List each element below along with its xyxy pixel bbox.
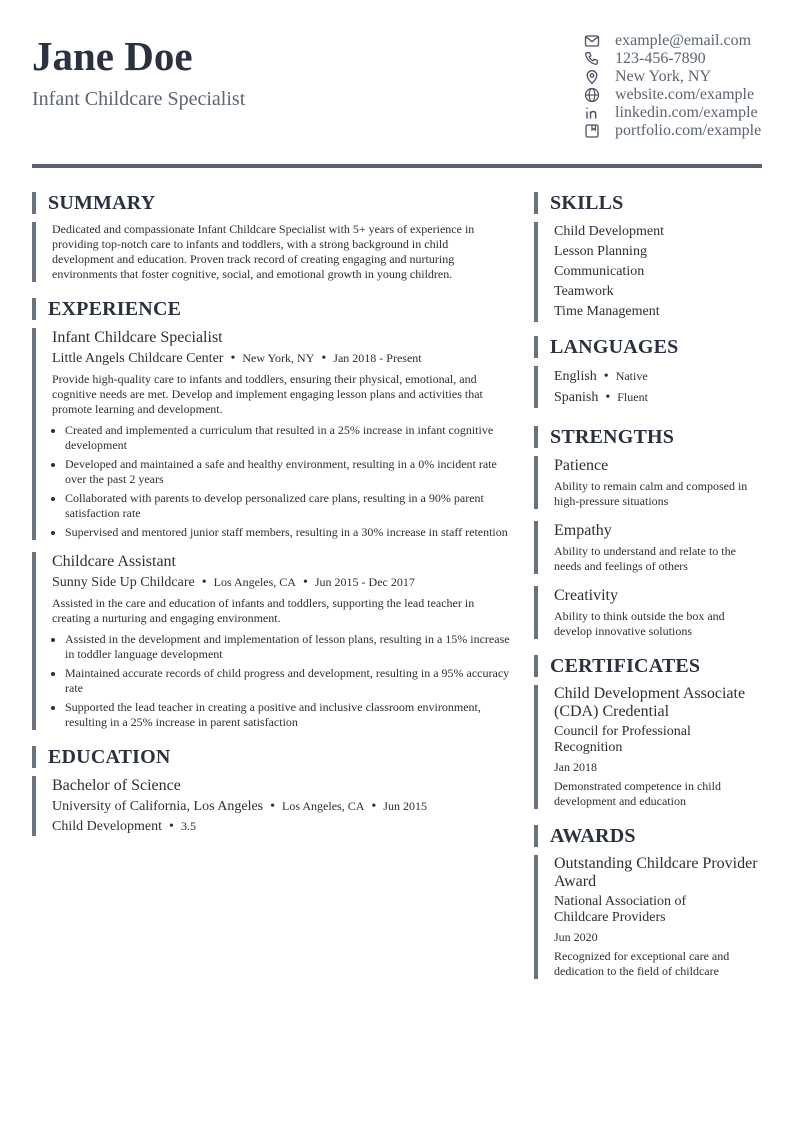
strength-item-creativity [534, 586, 762, 639]
phone-icon [584, 51, 600, 67]
mail-icon [584, 33, 600, 49]
summary-text: Dedicated and compassionate Infant Childcare Specialist with 5+ years of experience in providing top-notch care to infants and toddlers, with a strong background in child development and education. Proven track record of creating engaging and nurturing environments that foster cognitive, social, and emotional growth in young children. [52, 222, 475, 281]
summary-section [32, 222, 512, 282]
list-item: • Collaborated with parents to develop personalized care plans, resulting in a 90% parent satisfaction rate [65, 491, 512, 521]
certificates-heading: CERTIFICATES [534, 655, 762, 677]
education-location: Los Angeles, CA [282, 799, 365, 813]
contact-website-text: website.com/example [615, 86, 755, 103]
strength-desc: Ability to think outside the box and develop innovative solutions [554, 609, 725, 638]
contact-website[interactable] [584, 86, 762, 104]
education-heading: EDUCATION [32, 746, 512, 768]
languages-section [534, 366, 762, 408]
certificate-title: Child Development Associate (CDA) Credential [554, 685, 746, 720]
strength-name: Patience [554, 457, 609, 474]
job-bullets [52, 423, 512, 540]
strength-desc: Ability to remain calm and composed in high-pressure situations [554, 479, 748, 508]
contact-list [584, 32, 762, 140]
job-company: Little Angels Childcare Center [52, 351, 224, 366]
candidate-title: Infant Childcare Specialist [32, 88, 246, 110]
skill-item: Lesson Planning [554, 244, 647, 259]
languages-heading: LANGUAGES [534, 336, 762, 358]
language-item: English • Native [554, 369, 648, 384]
strength-item-empathy [534, 521, 762, 574]
job-dates: Jan 2018 - Present [333, 351, 422, 365]
education-meta: University of California, Los Angeles • Los Angeles, CA • Jun 2015 [52, 799, 427, 814]
contact-phone-text: 123-456-7890 [615, 50, 706, 67]
education-section [32, 776, 512, 836]
awards-heading: AWARDS [534, 825, 762, 847]
location-icon [584, 69, 600, 85]
language-item: Spanish • Fluent [554, 390, 648, 405]
globe-icon [584, 87, 600, 103]
job-bullets [52, 632, 512, 730]
education-gpa: 3.5 [180, 819, 196, 833]
job-location: Los Angeles, CA [213, 575, 296, 589]
job-title: Infant Childcare Specialist [52, 329, 223, 346]
skills-section [534, 222, 762, 322]
list-item: • Maintained accurate records of child progress and development, resulting in a 95% accuracy rate [65, 666, 512, 696]
certificate-desc: Demonstrated competence in child development and education [554, 779, 721, 808]
contact-location [584, 68, 762, 86]
language-name: English [554, 369, 597, 384]
language-name: Spanish [554, 390, 599, 405]
education-field: Child Development [52, 819, 163, 834]
education-field-row: Child Development • 3.5 [52, 819, 196, 834]
certificate-issuer: Council for Professional Recognition [554, 724, 691, 755]
linkedin-icon [584, 105, 600, 121]
candidate-name: Jane Doe [32, 33, 193, 79]
contact-linkedin-text: linkedin.com/example [615, 104, 758, 121]
job-location: New York, NY [242, 351, 315, 365]
education-date: Jun 2015 [383, 799, 427, 813]
contact-phone[interactable] [584, 50, 762, 68]
skills-heading: SKILLS [534, 192, 762, 214]
skill-item: Time Management [554, 304, 660, 319]
skill-item: Communication [554, 264, 645, 279]
strength-item-patience [534, 456, 762, 509]
award-desc: Recognized for exceptional care and dedication to the field of childcare [554, 949, 730, 978]
certificate-item [534, 685, 762, 809]
strength-name: Empathy [554, 522, 612, 539]
education-school: University of California, Los Angeles [52, 799, 264, 814]
skill-item: Teamwork [554, 284, 614, 299]
experience-item-1 [32, 328, 512, 540]
left-column [32, 192, 512, 836]
experience-heading: EXPERIENCE [32, 298, 512, 320]
list-item: • Assisted in the development and implementation of lesson plans, resulting in a 15% increase in toddler language development [65, 632, 512, 662]
contact-portfolio[interactable] [584, 122, 762, 140]
list-item: • Supported the lead teacher in creating a positive and inclusive classroom environment, resulting in a 25% increase in parent satisfaction [65, 700, 512, 730]
contact-linkedin[interactable] [584, 104, 762, 122]
contact-email-text: example@email.com [615, 32, 752, 49]
summary-heading: SUMMARY [32, 192, 512, 214]
contact-email[interactable] [584, 32, 762, 50]
contact-location-text: New York, NY [615, 68, 712, 85]
list-item: • Supervised and mentored junior staff members, resulting in a 30% increase in staff retention [65, 525, 512, 540]
skill-item: Child Development [554, 224, 665, 239]
strength-name: Creativity [554, 587, 618, 604]
job-meta: Little Angels Childcare Center • New York, NY • Jan 2018 - Present [52, 351, 422, 366]
job-description: Assisted in the care and education of infants and toddlers, supporting the lead teacher in creating a nurturing and engaging environment. [52, 596, 475, 625]
right-column [534, 192, 762, 979]
job-title: Childcare Assistant [52, 553, 176, 570]
education-degree: Bachelor of Science [52, 777, 181, 794]
language-level: Native [615, 369, 648, 383]
language-level: Fluent [617, 390, 648, 404]
list-item: • Developed and maintained a safe and healthy environment, resulting in a 0% incident rate over the past 2 years [65, 457, 512, 487]
award-title: Outstanding Childcare Provider Award [554, 855, 758, 890]
award-issuer: National Association of Childcare Providers [554, 894, 687, 925]
header-divider [32, 164, 762, 168]
award-date: Jun 2020 [554, 930, 598, 944]
certificate-date: Jan 2018 [554, 760, 597, 774]
job-company: Sunny Side Up Childcare [52, 575, 195, 590]
job-description: Provide high-quality care to infants and toddlers, ensuring their physical, emotional, and cognitive needs are met. Develop and implement engaging lesson plans and activities that promote learning and development. [52, 372, 483, 416]
job-dates: Jun 2015 - Dec 2017 [314, 575, 415, 589]
contact-portfolio-text: portfolio.com/example [615, 122, 762, 139]
list-item: • Created and implemented a curriculum that resulted in a 25% increase in infant cognitive development [65, 423, 512, 453]
strengths-heading: STRENGTHS [534, 426, 762, 448]
strength-desc: Ability to understand and relate to the needs and feelings of others [554, 544, 736, 573]
experience-item-2 [32, 552, 512, 730]
bookmark-icon [584, 123, 600, 139]
job-meta: Sunny Side Up Childcare • Los Angeles, CA • Jun 2015 - Dec 2017 [52, 575, 415, 590]
award-item [534, 855, 762, 979]
